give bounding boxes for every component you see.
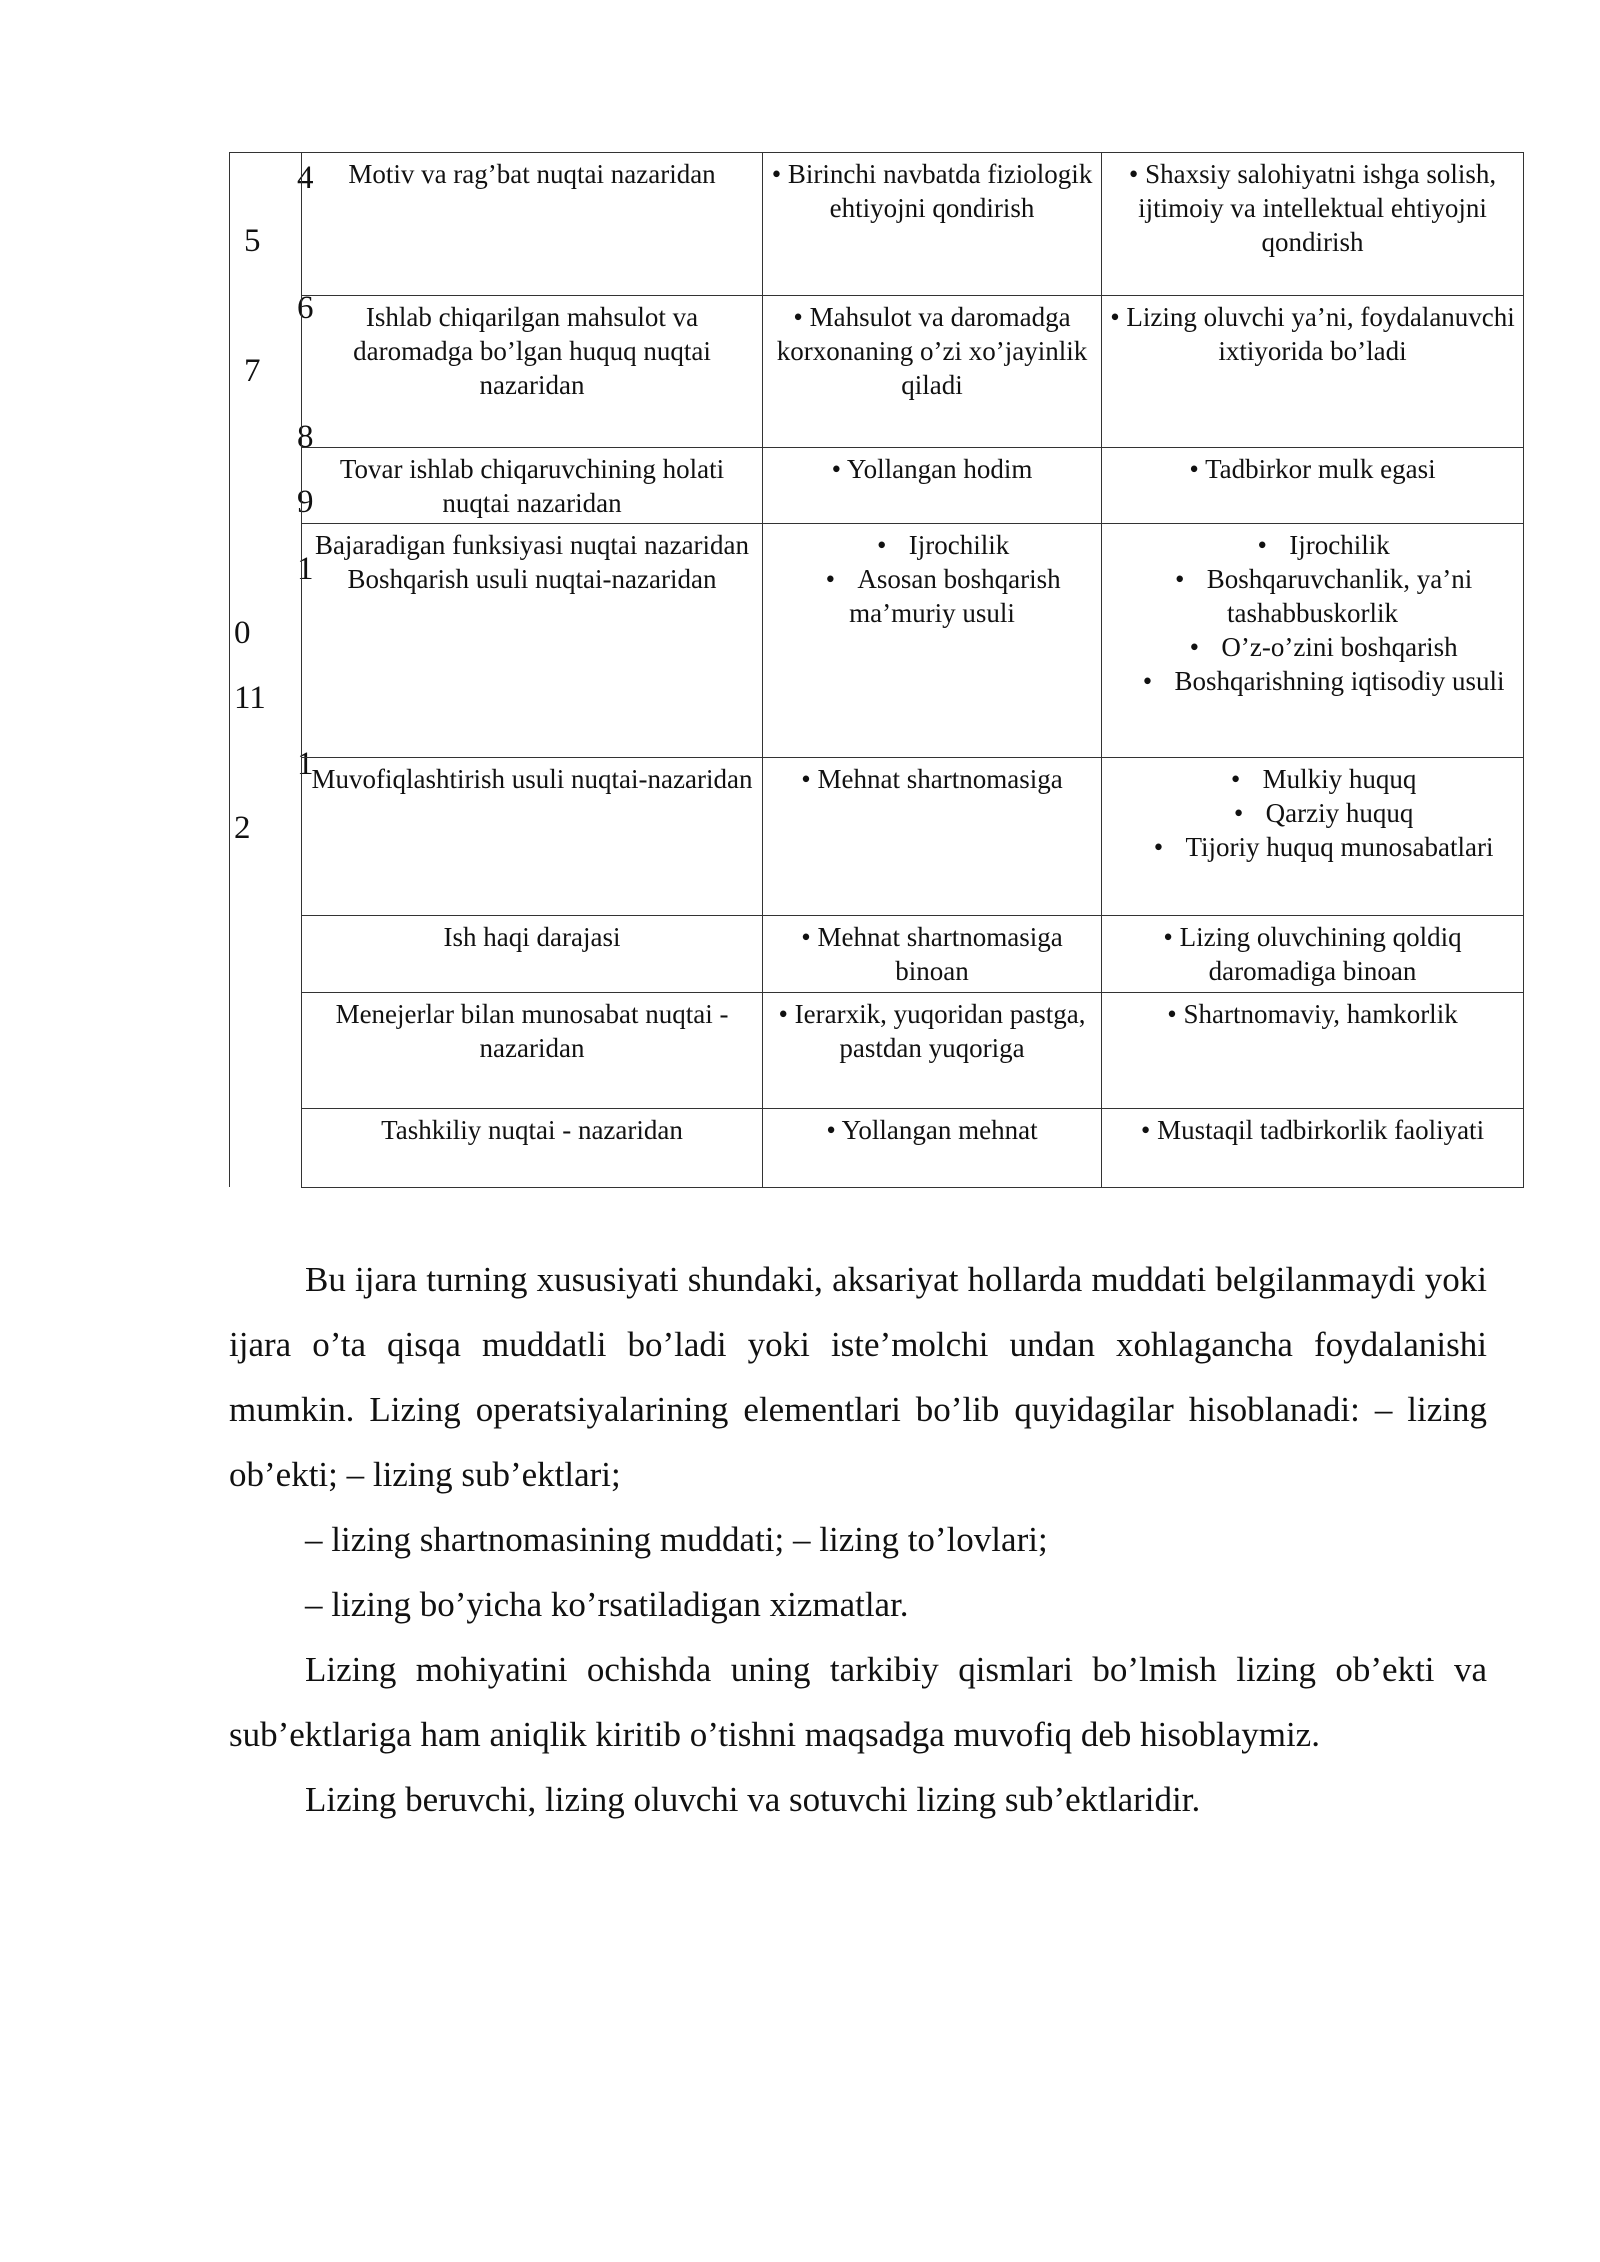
row-number: 0 [234,615,251,651]
criterion-cell: Tashkiliy nuqtai - nazaridan [302,1109,763,1188]
criterion-cell: Ish haqi darajasi [302,916,763,993]
list-item: • Ijrochilik [1257,530,1390,560]
row-number-column [229,152,301,1187]
cell [763,524,1102,758]
row-number: 1 [297,551,314,587]
criterion-cell: Muvofiqlashtirish usuli nuqtai-nazaridan [302,758,763,916]
cell: • Mustaqil tadbirkorlik faoliyati [1102,1109,1524,1188]
list-item: • Asosan boshqarish ma’muriy usuli [825,564,1061,628]
table-row [302,758,1524,916]
cell: • Mahsulot va daromadga korxonaning o’zi xo’jayinlik qiladi [763,296,1102,448]
cell [1102,758,1524,916]
row-number: 9 [297,484,314,520]
criterion-cell: Menejerlar bilan munosabat nuqtai - nazaridan [302,993,763,1109]
cell: • Ierarxik, yuqoridan pastga, pastdan yuqoriga [763,993,1102,1109]
cell: • Shaxsiy salohiyatni ishga solish, ijtimoiy va intellektual ehtiyojni qondirish [1102,153,1524,296]
cell: • Mehnat shartnomasiga [763,758,1102,916]
paragraph: Lizing mohiyatini ochishda uning tarkibiy qismlari bo’lmish lizing ob’ekti va sub’ektlariga ham aniqlik kiritib o’tishni maqsadga muvofiq deb hisoblaymiz. [229,1650,1487,1754]
table-row [302,993,1524,1109]
body-text [229,1247,1487,1832]
list-item: • Ijrochilik [877,530,1010,560]
list-item: • Mulkiy huquq [1230,764,1417,794]
cell: • Yollangan mehnat [763,1109,1102,1188]
cell: • Shartnomaviy, hamkorlik [1102,993,1524,1109]
table-row [302,1109,1524,1188]
cell: • Tadbirkor mulk egasi [1102,448,1524,524]
row-number: 11 [234,680,266,716]
table-row [302,296,1524,448]
row-number: 1 [297,746,314,782]
list-item: • Boshqaruvchanlik, ya’ni tashabbuskorlik [1175,564,1473,628]
row-number: 7 [244,353,261,389]
row-number: 6 [297,290,314,326]
table-row [302,153,1524,296]
row-number: 4 [297,160,314,196]
paragraph: Bu ijara turning xususiyati shundaki, aksariyat hollarda muddati belgilanmaydi yoki ijara o’ta qisqa muddatli bo’ladi yoki iste’molchi undan xohlagancha foydalanishi mumkin. Lizing operatsiyalarining elementlari bo’lib quyidagilar hisoblanadi: – lizing ob’ekti; – lizing sub’ektlari; [229,1260,1487,1494]
row-number: 8 [297,419,314,455]
paragraph: – lizing bo’yicha ko’rsatiladigan xizmatlar. [305,1585,909,1624]
paragraph: – lizing shartnomasining muddati; – lizing to’lovlari; [305,1520,1048,1559]
cell: • Mehnat shartnomasiga binoan [763,916,1102,993]
table-row [302,524,1524,758]
criterion-cell: Bajaradigan funksiyasi nuqtai nazaridan Boshqarish usuli nuqtai-nazaridan [302,524,763,758]
list-item: • Boshqarishning iqtisodiy usuli [1142,666,1505,696]
cell: • Yollangan hodim [763,448,1102,524]
criterion-cell: Motiv va rag’bat nuqtai nazaridan [302,153,763,296]
table-row [302,916,1524,993]
table-row [302,448,1524,524]
cell [1102,524,1524,758]
list-item: • O’z-o’zini boshqarish [1189,632,1458,662]
list-item: • Qarziy huquq [1233,798,1414,828]
list-item: • Tijoriy huquq munosabatlari [1153,832,1494,862]
criterion-cell: Ishlab chiqarilgan mahsulot va daromadga bo’lgan huquq nuqtai nazaridan [302,296,763,448]
row-number: 2 [234,810,251,846]
paragraph: Lizing beruvchi, lizing oluvchi va sotuvchi lizing sub’ektlaridir. [305,1780,1201,1819]
cell: • Lizing oluvchining qoldiq daromadiga binoan [1102,916,1524,993]
criterion-cell: Tovar ishlab chiqaruvchining holati nuqtai nazaridan [302,448,763,524]
cell: • Lizing oluvchi ya’ni, foydalanuvchi ixtiyorida bo’ladi [1102,296,1524,448]
comparison-table [301,152,1524,1188]
cell: • Birinchi navbatda fiziologik ehtiyojni qondirish [763,153,1102,296]
row-number: 5 [244,223,261,259]
